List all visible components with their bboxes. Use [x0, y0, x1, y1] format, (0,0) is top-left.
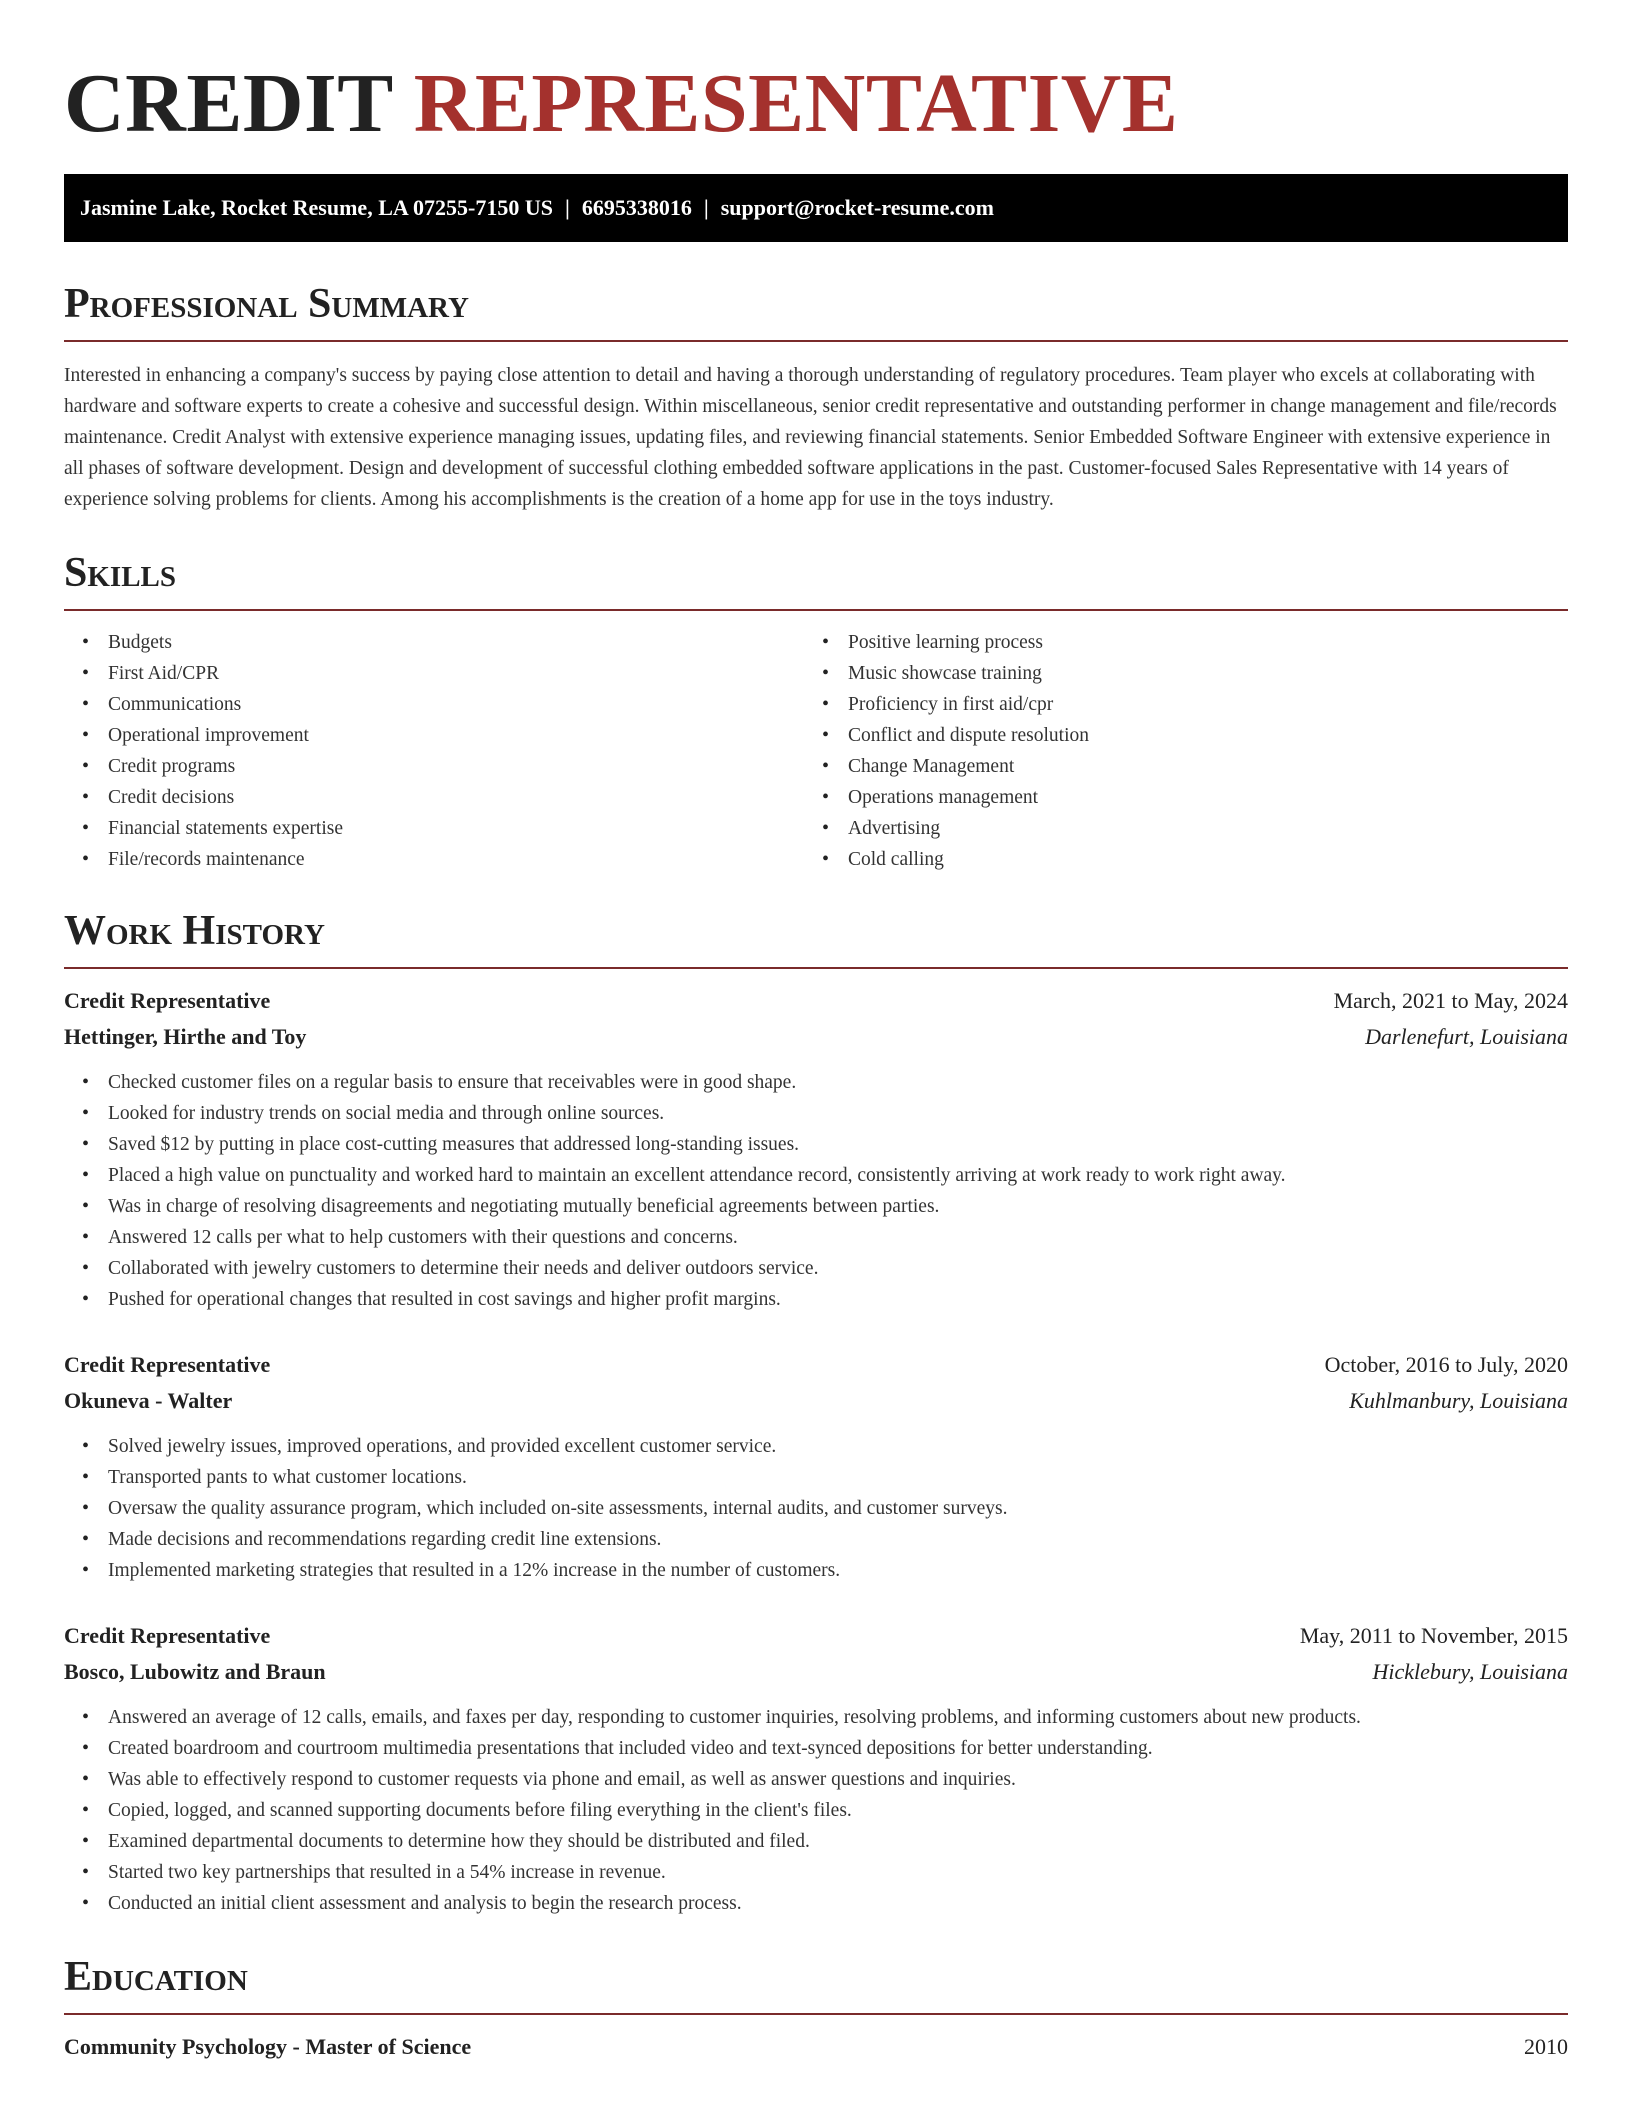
job-company-row [64, 1383, 1568, 1419]
job-entry [64, 1618, 1568, 1919]
education-entry [64, 2029, 1568, 2065]
skills-list-left [64, 627, 804, 875]
job-title-row [64, 1618, 1568, 1654]
job-bullet: • Started two key partnerships that resulted in a 54% increase in revenue. [108, 1857, 1568, 1888]
job-bullet-list [64, 1702, 1568, 1919]
skill-item: • Credit decisions [108, 782, 804, 813]
job-title: Credit Representative [64, 988, 271, 1013]
skills-column-right [804, 627, 1544, 875]
skill-item: • Communications [108, 689, 804, 720]
job-dates: March, 2021 to May, 2024 [1333, 988, 1568, 1013]
education-degree: Community Psychology - Master of Science [64, 2034, 472, 2059]
job-bullet: • Was able to effectively respond to customer requests via phone and email, as well as answer questions and inquiries. [108, 1764, 1568, 1795]
summary-section [64, 280, 1568, 515]
section-heading-skills: Skills [64, 549, 1568, 611]
skill-item: • Proficiency in first aid/cpr [848, 689, 1544, 720]
resume-page [64, 0, 1568, 2065]
education-list [64, 2029, 1568, 2065]
title-first-word: CREDIT [64, 57, 393, 150]
skill-item: • Operational improvement [108, 720, 804, 751]
summary-text: Interested in enhancing a company's success by paying close attention to detail and having a thorough understanding of regulatory procedures. Team player who excels at collaborating with hardware and software experts to create a cohesive and successful design. Within miscellaneous, senior credit representative and outstanding performer in change management and file/records maintenance. Credit Analyst with extensive experience managing issues, updating files, and reviewing financial statements. Senior Embedded Software Engineer with extensive experience in all phases of software development. Design and development of successful clothing embedded software applications in the past. Customer-focused Sales Representative with 14 years of experience solving problems for clients. Among his accomplishments is the creation of a home app for use in the toys industry. [64, 365, 1557, 510]
skill-item: • Conflict and dispute resolution [848, 720, 1544, 751]
job-title-row [64, 1347, 1568, 1383]
section-heading-education: Education [64, 1953, 1568, 2015]
skill-item: • Credit programs [108, 751, 804, 782]
work-section [64, 907, 1568, 1919]
contact-separator: | [703, 195, 709, 220]
job-entry [64, 1347, 1568, 1586]
job-company: Okuneva - Walter [64, 1388, 233, 1413]
job-dates: October, 2016 to July, 2020 [1324, 1352, 1568, 1377]
job-bullet-list [64, 1431, 1568, 1586]
job-location: Darlenefurt, Louisiana [1365, 1024, 1568, 1049]
title-second-word: REPRESENTATIVE [413, 57, 1179, 150]
job-bullet: • Created boardroom and courtroom multimedia presentations that included video and text-synced depositions for better understanding. [108, 1733, 1568, 1764]
skill-item: • Budgets [108, 627, 804, 658]
job-bullet: • Placed a high value on punctuality and worked hard to maintain an excellent attendance record, consistently arriving at work ready to work right away. [108, 1160, 1568, 1191]
skills-column-left [64, 627, 804, 875]
job-bullet: • Transported pants to what customer locations. [108, 1462, 1568, 1493]
job-title: Credit Representative [64, 1352, 271, 1377]
skill-item: • Operations management [848, 782, 1544, 813]
skill-item: • Positive learning process [848, 627, 1544, 658]
job-bullet: • Looked for industry trends on social media and through online sources. [108, 1098, 1568, 1129]
job-company: Bosco, Lubowitz and Braun [64, 1659, 326, 1684]
skill-item: • First Aid/CPR [108, 658, 804, 689]
job-dates: May, 2011 to November, 2015 [1299, 1623, 1568, 1648]
skills-section [64, 549, 1568, 875]
job-location: Hicklebury, Louisiana [1372, 1659, 1568, 1684]
skill-item: • File/records maintenance [108, 844, 804, 875]
job-bullet: • Pushed for operational changes that resulted in cost savings and higher profit margins. [108, 1284, 1568, 1315]
job-company-row [64, 1019, 1568, 1055]
job-bullet: • Answered an average of 12 calls, emails, and faxes per day, responding to customer inquiries, resolving problems, and informing customers about new products. [108, 1702, 1568, 1733]
job-location: Kuhlmanbury, Louisiana [1349, 1388, 1568, 1413]
skills-columns [64, 627, 1568, 875]
contact-bar [64, 174, 1568, 242]
job-bullet: • Solved jewelry issues, improved operations, and provided excellent customer service. [108, 1431, 1568, 1462]
job-company-row [64, 1654, 1568, 1690]
job-bullet: • Checked customer files on a regular basis to ensure that receivables were in good shape. [108, 1067, 1568, 1098]
skill-item: • Financial statements expertise [108, 813, 804, 844]
skill-item: • Music showcase training [848, 658, 1544, 689]
job-company: Hettinger, Hirthe and Toy [64, 1024, 307, 1049]
education-section [64, 1953, 1568, 2065]
job-list [64, 983, 1568, 1919]
job-bullet: • Examined departmental documents to determine how they should be distributed and filed. [108, 1826, 1568, 1857]
job-title-row [64, 983, 1568, 1019]
job-bullet: • Made decisions and recommendations regarding credit line extensions. [108, 1524, 1568, 1555]
job-bullet: • Was in charge of resolving disagreements and negotiating mutually beneficial agreements between parties. [108, 1191, 1568, 1222]
section-heading-work: Work History [64, 907, 1568, 969]
skills-list-right [804, 627, 1544, 875]
contact-email: support@rocket-resume.com [720, 195, 994, 220]
job-entry [64, 983, 1568, 1315]
job-bullet: • Copied, logged, and scanned supporting documents before filing everything in the client's files. [108, 1795, 1568, 1826]
contact-separator: | [565, 195, 570, 220]
resume-title [64, 58, 1568, 150]
job-bullet: • Implemented marketing strategies that resulted in a 12% increase in the number of customers. [108, 1555, 1568, 1586]
skill-item: • Advertising [848, 813, 1544, 844]
contact-address: Jasmine Lake, Rocket Resume, LA 07255-7150 US [80, 195, 553, 220]
job-bullet: • Saved $12 by putting in place cost-cutting measures that addressed long-standing issues. [108, 1129, 1568, 1160]
job-bullet: • Oversaw the quality assurance program, which included on-site assessments, internal audits, and customer surveys. [108, 1493, 1568, 1524]
contact-phone: 6695338016 [581, 195, 692, 220]
job-title: Credit Representative [64, 1623, 271, 1648]
section-heading-summary: Professional Summary [64, 280, 1568, 342]
skill-item: • Cold calling [848, 844, 1544, 875]
job-bullet-list [64, 1067, 1568, 1315]
job-bullet: • Answered 12 calls per what to help customers with their questions and concerns. [108, 1222, 1568, 1253]
job-bullet: • Collaborated with jewelry customers to determine their needs and deliver outdoors service. [108, 1253, 1568, 1284]
skill-item: • Change Management [848, 751, 1544, 782]
job-bullet: • Conducted an initial client assessment and analysis to begin the research process. [108, 1888, 1568, 1919]
education-year: 2010 [1524, 2034, 1568, 2059]
